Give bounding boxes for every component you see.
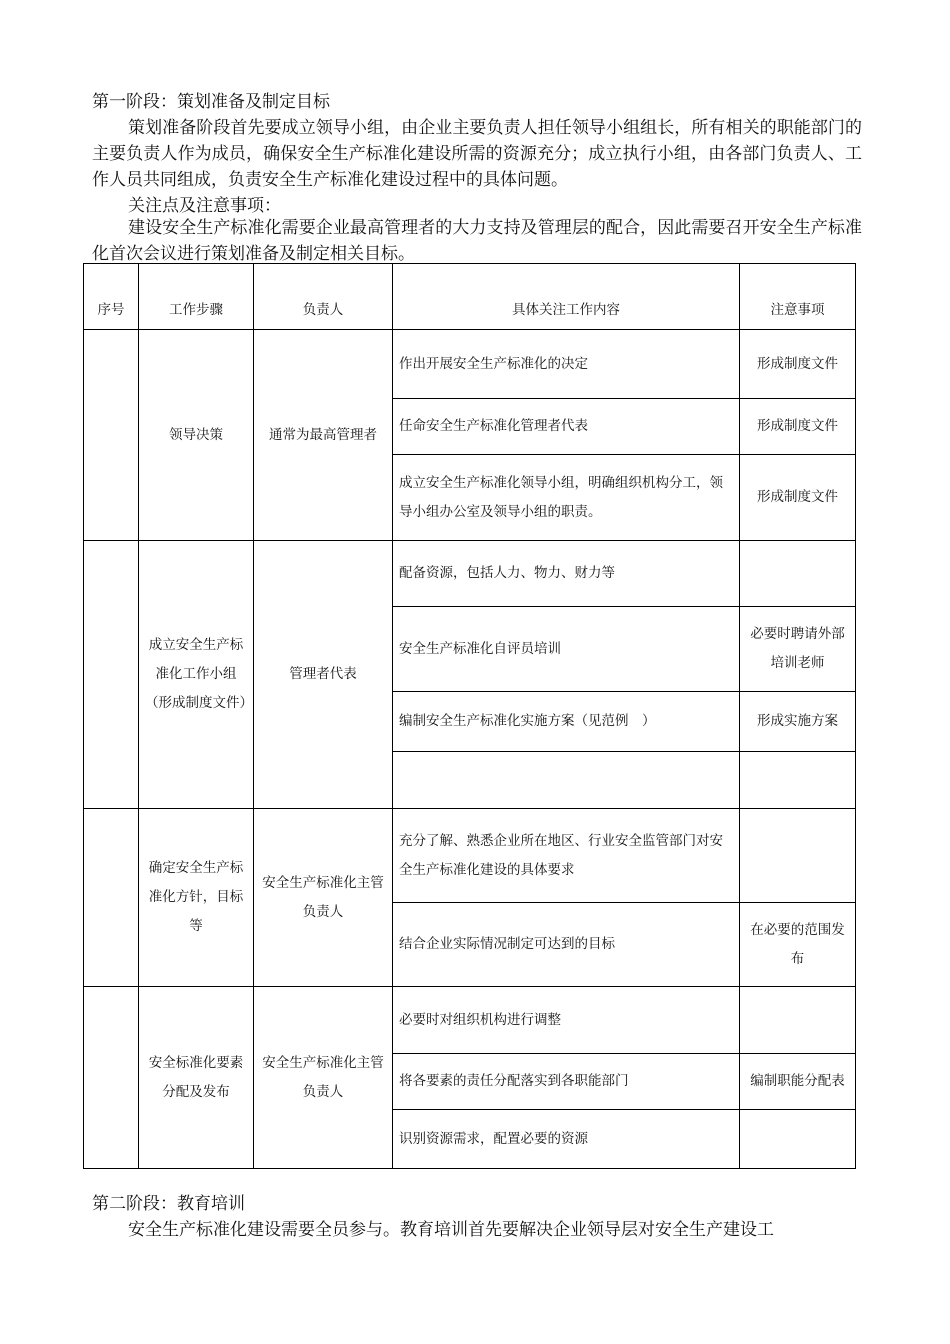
row-content: 必要时对组织机构进行调整 <box>393 987 740 1054</box>
group-no <box>84 330 139 541</box>
row-note <box>740 1110 856 1169</box>
group-owner: 通常为最高管理者 <box>254 330 393 541</box>
table-header-row <box>84 264 856 330</box>
row-content: 结合企业实际情况制定可达到的目标 <box>393 903 740 987</box>
row-note <box>740 752 856 809</box>
row-note: 形成制度文件 <box>740 399 856 455</box>
group-owner: 管理者代表 <box>254 541 393 809</box>
group-step: 安全标准化要素分配及发布 <box>139 987 254 1169</box>
group-step: 领导决策 <box>139 330 254 541</box>
header-no: 序号 <box>84 264 139 330</box>
row-content: 作出开展安全生产标准化的决定 <box>393 330 740 399</box>
group-step: 确定安全生产标准化方针，目标等 <box>139 809 254 987</box>
header-note: 注意事项 <box>740 264 856 330</box>
header-owner: 负责人 <box>254 264 393 330</box>
row-content: 将各要素的责任分配落实到各职能部门 <box>393 1054 740 1110</box>
row-note: 必要时聘请外部培训老师 <box>740 607 856 692</box>
header-content: 具体关注工作内容 <box>393 264 740 330</box>
stage2-body: 安全生产标准化建设需要全员参与。教育培训首先要解决企业领导层对安全生产建设工 <box>128 1220 774 1240</box>
row-note: 编制职能分配表 <box>740 1054 856 1110</box>
table-row <box>84 809 856 903</box>
group-no <box>84 809 139 987</box>
group-no <box>84 541 139 809</box>
row-content: 安全生产标准化自评员培训 <box>393 607 740 692</box>
group-step: 成立安全生产标准化工作小组（形成制度文件） <box>139 541 254 809</box>
row-note: 形成实施方案 <box>740 692 856 752</box>
stage1-body: 策划准备阶段首先要成立领导小组，由企业主要负责人担任领导小组组长，所有相关的职能部门的主要负责人作为成员，确保安全生产标准化建设所需的资源充分；成立执行小组，由各部门负责人、工作人员共同组成，负责安全生产标准化建设过程中的具体问题。 <box>92 118 862 190</box>
row-content: 识别资源需求，配置必要的资源 <box>393 1110 740 1169</box>
group-no <box>84 987 139 1169</box>
row-note: 在必要的范围发布 <box>740 903 856 987</box>
table-row <box>84 987 856 1054</box>
group-owner: 安全生产标准化主管负责人 <box>254 987 393 1169</box>
row-note <box>740 541 856 607</box>
stage1-heading: 第一阶段：策划准备及制定目标 <box>92 92 330 112</box>
table-row <box>84 330 856 399</box>
row-content: 任命安全生产标准化管理者代表 <box>393 399 740 455</box>
row-content: 充分了解、熟悉企业所在地区、行业安全监管部门对安全生产标准化建设的具体要求 <box>393 809 740 903</box>
notes-body: 建设安全生产标准化需要企业最高管理者的大力支持及管理层的配合，因此需要召开安全生产标准化首次会议进行策划准备及制定相关目标。 <box>92 218 862 264</box>
table-row <box>84 541 856 607</box>
row-note <box>740 987 856 1054</box>
stage2-heading: 第二阶段：教育培训 <box>92 1194 245 1214</box>
group-owner: 安全生产标准化主管负责人 <box>254 809 393 987</box>
row-content <box>393 752 740 809</box>
row-content: 配备资源，包括人力、物力、财力等 <box>393 541 740 607</box>
row-content: 编制安全生产标准化实施方案（见范例 ） <box>393 692 740 752</box>
row-note: 形成制度文件 <box>740 330 856 399</box>
planning-table <box>83 263 856 1169</box>
row-note <box>740 809 856 903</box>
row-content: 成立安全生产标准化领导小组，明确组织机构分工，领导小组办公室及领导小组的职责。 <box>393 455 740 541</box>
row-note: 形成制度文件 <box>740 455 856 541</box>
header-step: 工作步骤 <box>139 264 254 330</box>
notes-heading: 关注点及注意事项： <box>128 196 281 216</box>
